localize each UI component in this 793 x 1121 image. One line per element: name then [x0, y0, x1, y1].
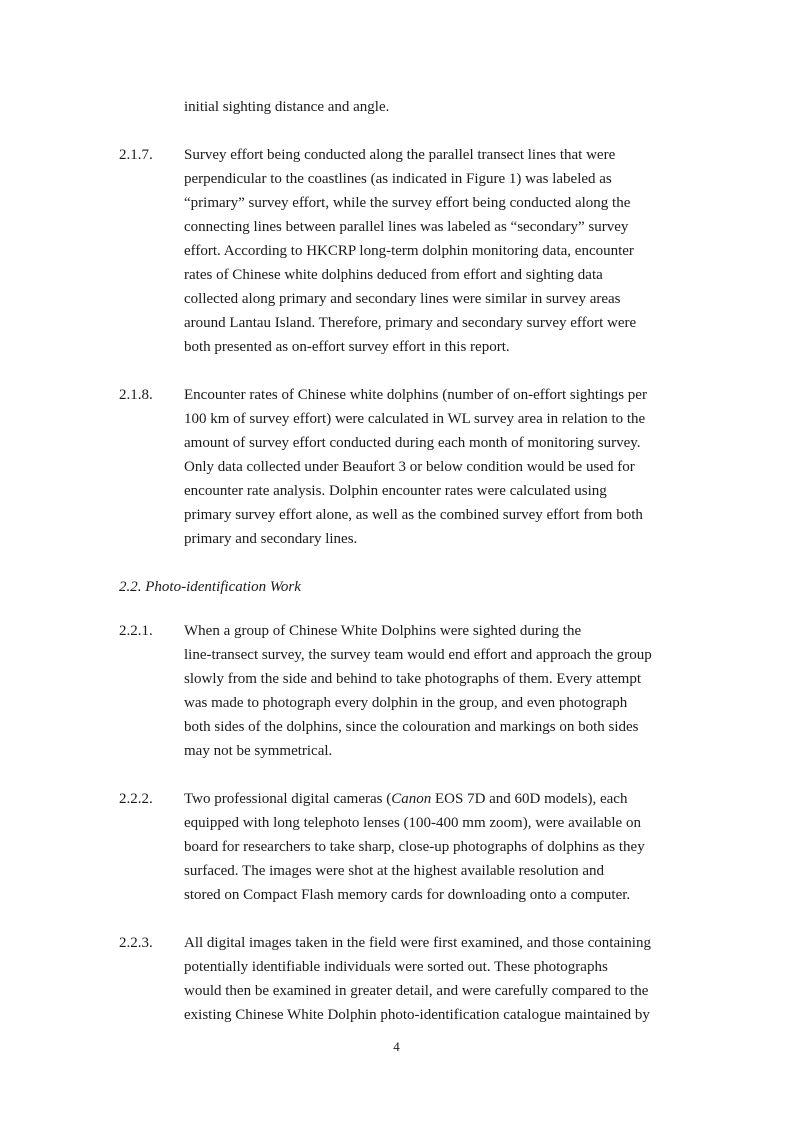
text-line: both presented as on-effort survey effort in this report. [184, 339, 510, 355]
paragraph-number: 2.2.3. [119, 935, 153, 951]
text-line: initial sighting distance and angle. [184, 99, 390, 115]
text-line: 100 km of survey effort) were calculated in WL survey area in relation to the [184, 411, 646, 427]
text-line: effort. According to HKCRP long-term dolphin monitoring data, encounter [184, 243, 634, 259]
text-line: Survey effort being conducted along the parallel transect lines that were [184, 147, 616, 163]
text-line: Only data collected under Beaufort 3 or below condition would be used for [184, 459, 635, 475]
text-line: potentially identifiable individuals were sorted out. These photographs [184, 959, 608, 975]
paragraph-2-2-3 [184, 931, 704, 1027]
text-line: may not be symmetrical. [184, 743, 333, 759]
page-number: 4 [393, 1039, 400, 1054]
text-line [184, 787, 704, 811]
text-line: equipped with long telephoto lenses (100-400 mm zoom), were available on [184, 815, 641, 831]
paragraph-2-2-2 [184, 787, 704, 907]
text-line: All digital images taken in the field were first examined, and those containing [184, 935, 651, 951]
paragraph-number: 2.1.8. [119, 387, 153, 403]
paragraph-number: 2.2.2. [119, 791, 153, 807]
text-run: EOS 7D and 60D models), each [431, 791, 628, 807]
section-heading: 2.2. Photo-identification Work [119, 579, 301, 595]
text-line: stored on Compact Flash memory cards for downloading onto a computer. [184, 887, 631, 903]
text-line: collected along primary and secondary lines were similar in survey areas [184, 291, 621, 307]
text-line: connecting lines between parallel lines was labeled as “secondary” survey [184, 219, 629, 235]
text-line: “primary” survey effort, while the survey effort being conducted along the [184, 195, 631, 211]
text-run: Two professional digital cameras ( [184, 791, 392, 807]
text-line: amount of survey effort conducted during each month of monitoring survey. [184, 435, 641, 451]
text-line: perpendicular to the coastlines (as indicated in Figure 1) was labeled as [184, 171, 612, 187]
text-line: would then be examined in greater detail, and were carefully compared to the [184, 983, 649, 999]
paragraph-number: 2.1.7. [119, 147, 153, 163]
text-line: primary survey effort alone, as well as the combined survey effort from both [184, 507, 643, 523]
paragraph-2-1-8 [184, 383, 704, 551]
paragraph-2-1-7 [184, 143, 704, 359]
text-line: existing Chinese White Dolphin photo-identification catalogue maintained by [184, 1007, 650, 1023]
text-line: board for researchers to take sharp, close-up photographs of dolphins as they [184, 839, 645, 855]
text-line: primary and secondary lines. [184, 531, 358, 547]
continuation-text [184, 95, 704, 119]
paragraph-number: 2.2.1. [119, 623, 153, 639]
text-line: surfaced. The images were shot at the highest available resolution and [184, 863, 604, 879]
text-line: around Lantau Island. Therefore, primary and secondary survey effort were [184, 315, 637, 331]
text-line: line-transect survey, the survey team would end effort and approach the group [184, 647, 652, 663]
paragraph-2-2-1 [184, 619, 704, 763]
text-line: When a group of Chinese White Dolphins were sighted during the [184, 623, 582, 639]
text-line: encounter rate analysis. Dolphin encounter rates were calculated using [184, 483, 607, 499]
text-line: was made to photograph every dolphin in the group, and even photograph [184, 695, 628, 711]
text-line: both sides of the dolphins, since the colouration and markings on both sides [184, 719, 639, 735]
text-line: rates of Chinese white dolphins deduced from effort and sighting data [184, 267, 603, 283]
camera-brand-name: Canon [391, 791, 432, 807]
text-line: slowly from the side and behind to take photographs of them. Every attempt [184, 671, 641, 687]
text-line: Encounter rates of Chinese white dolphins (number of on-effort sightings per [184, 387, 647, 403]
